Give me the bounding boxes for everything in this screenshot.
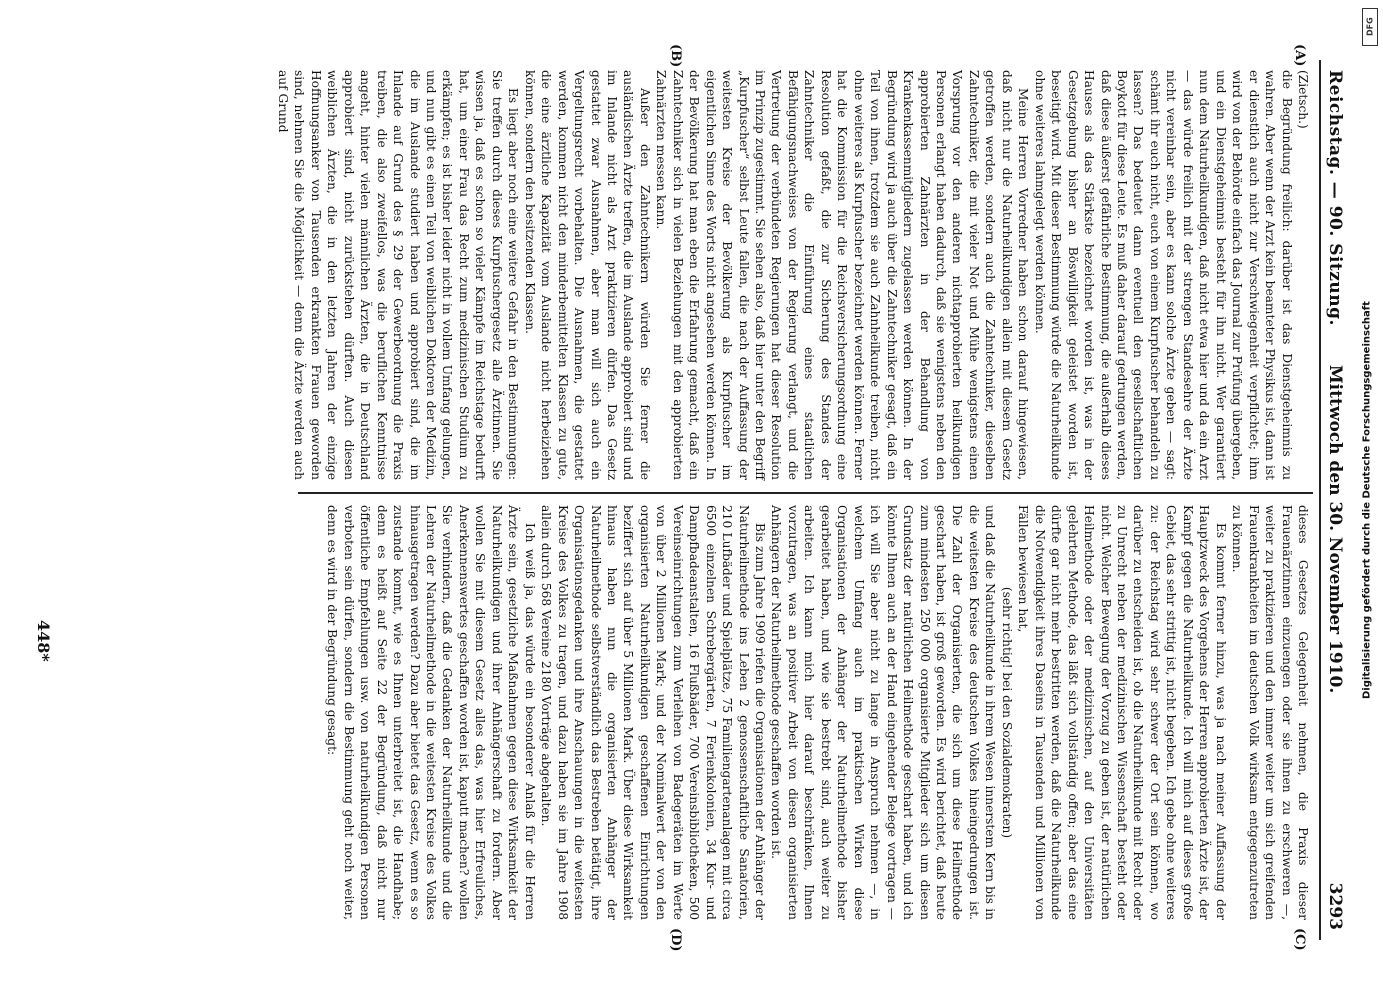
marker-d: (D): [668, 928, 683, 952]
page-number: 3293: [1325, 882, 1345, 930]
left-column: [275, 70, 1311, 481]
dfg-logo: DFG: [1362, 8, 1378, 46]
paragraph: und daß die Naturheilkunde in ihrem Wesen innerstem Kern bis in die weitesten Kreise des deutschen Volkes hineingedrungen ist. Die Zahl der Organisierten, die sich um diese Heilmethode geschart haben, ist groß geworden. Es wird berichtet, daß heute zum mindesten 250 000 organisierte Mitglieder sich um diesen Grundsatz der natürlichen Heilmethode geschart haben, und ich könnte Ihnen auch an der Hand eingehender Belege vortragen — ich will Sie aber nicht zu lange in Anspruch nehmen —, in welchem Umfang auch im praktischen Wirken diese Organisationen der Anhänger der Naturheilmethode bisher gearbeitet haben, und wie sie bestrebt sind, auch weiter zu arbeiten. Ich kann mich hier darauf beschränken, Ihnen vorzutragen, was an positiver Arbeit von diesen organisierten Anhängern der Naturheilmethode geschaffen worden ist.: [769, 505, 998, 920]
paragraph: dieses Gesetzes Gelegenheit nehmen, die Praxis dieser Frauenärztinnen einzuengen oder sie ihnen zu erschweren —, weiter zu praktizieren und den immer weiter um sich greifenden Frauenkrankheiten im deutschen Volk wirksam entgegenzutreten zu können.: [1230, 505, 1310, 920]
header-date: Mittwoch den 30. November 1910.: [1325, 364, 1345, 694]
header-date-and-page: [1325, 365, 1345, 930]
column-divider: [298, 492, 1313, 494]
paragraph: Es liegt aber noch eine weitere Gefahr in den Bestimmungen: Sie treffen durch dieses Kurpfuschergesetz alle Ärztinnen. Sie wissen ja, daß es schon so vieler Kämpfe im Reichstage bedurft hat, um einer Frau das Recht zum medizinischen Studium zu erkämpfen; es ist bisher leider nicht in vollem Umfang gelungen, und nun gibt es einen Teil von weiblichen Doktoren der Medizin, die im Auslande studiert haben und approbiert sind, die im Inlande auf Grund des § 29 der Gewerbeordnung die Praxis treiben, die also zweifellos, was die beruflichen Kenntnisse angeht, hinter vielen männlichen Ärzten, die in Deutschland approbiert sind, nicht zurückstehen dürften. Auch diesen weiblichen Ärzten, die in den letzten Jahren der einzige Hoffnungsanker von Tausenden erkrankten Frauen geworden sind, nehmen Sie die Möglichkeit — denn die Ärzte werden auch auf Grund: [275, 70, 521, 480]
header-session: Reichstag. — 90. Sitzung.: [1325, 70, 1345, 326]
marker-b: (B): [668, 44, 683, 68]
speaker-note: (Zietsch.): [1296, 70, 1310, 129]
paragraph: Bis zum Jahre 1909 riefen die Organisationen der Anhänger der Naturheilmethode ins Leben 2 genossenschaftliche Sanatorien, 210 Lufbäder und Spielplätze, 75 Familiengartenanlagen mit circa 6500 einzelnen Schrebergärten, 7 Ferienkolonien, 34 Kur- und Dampfbadeanstalten, 16 Flußbäder, 700 Vereinsbibliotheken, 500 Vereinseinrichtungen zum Verleihen von Badegeräten im Werte von über 2 Millionen Mark; und der Nominalwert der von den organisierten Naturheilkundigen geschaffenen Einrichtungen beziffert sich auf über 5 Millionen Mark. Über diese Wirksamkeit hinaus haben nun die organisierten Anhänger der Naturheilmethode selbstverständlich das Bestreben betätigt, ihre Organisationsgedanken und ihre Anschauungen in die weitesten Kreise des Volkes zu tragen, und dazu haben sie im Jahre 1908 allein durch 568 Vereine 2180 Vorträge abgehalten.: [539, 505, 768, 920]
paragraph: Außer den Zahntechnikern würden Sie ferner die ausländischen Ärzte treffen, die im Auslande approbiert sind und im Inlande nicht als Arzt praktizieren dürfen. Das Gesetz gestattet zwar Ausnahmen, aber man will sich auch ein Vergeltungsrecht vorbehalten. Die Ausnahmen, die gestattet werden, kommen nicht den minderbemittelten Klassen zu gute, die eine ärztliche Kapazität vom Auslande nicht herbeiziehen können, sondern den besitzenden Klassen.: [522, 70, 652, 480]
paragraph: Es kommt ferner hinzu, was ja nach meiner Auffassung der Hauptzweck des Vorgehens der Herren approbierten Ärzte ist, der Kampf gegen die Naturheilkunde. Ich will mich auf dieses große Gebiet, das sehr strittig ist, nicht begeben. Ich gebe ohne weiteres zu: der Reichstag wird sehr schwer der Ort sein können, wo darüber zu entscheiden ist, ob die Naturheilkunde mit Recht oder zu Unrecht neben der medizinischen Wissenschaft besteht oder nicht. Welcher Bewegung der Vorzug zu geben ist, der natürlichen Heilmethode oder der medizinischen, auf den Universitäten gelehrten Methode, das läßt sich vollständig offen; aber das eine dürfte gar nicht mehr bestritten werden, daß die Naturheilkunde die Notwendigkeit ihres Daseins in Tausenden und Millionen von Fällen bewiesen hat,: [1016, 505, 1228, 920]
digitization-credit: Digitalisierung gefördert durch die Deutsche Forschungsgemeinschaft: [1361, 301, 1373, 699]
right-column: [291, 505, 1311, 920]
interjection: (sehr richtig! bei den Sozialdemokraten): [999, 586, 1014, 839]
paragraph: die Begründung freilich: darüber ist das Dienstgeheimnis zu wahren. Aber wenn der Arzt kein beamteter Physikus ist, dann ist er dienstlich auch nicht zur Verschwiegenheit verpflichtet; ihm wird von der Behörde einfach das Journal zur Prüfung übergeben, und ein Dienstgeheimnis besteht für ihn nicht. Wer garantiert nun dem Naturheilkundigen, daß nicht etwa hier und da ein Arzt — das würde freilich mit der strengen Standesehre der Ärzte nicht vereinbar sein, aber es kann solche Ärzte geben — sagt: schämt ihr euch nicht, euch von einem Kurpfuscher behandeln zu lassen? Das bedeutet dann eventuell den gesellschaftlichen Boykott für diese Leute. Es muß daher darauf gedrungen werden, daß diese äußerst gefährliche Bestimmung, die außerhalb dieses Hauses als das Stärkste bezeichnet worden ist, was in der Gesetzgebung bisher an Böswilligkeit geleistet worden ist, beseitigt wird. Mit dieser Bestimmung würde die Naturheilkunde ohne weiteres lahmgelegt werden können.: [1032, 70, 1294, 481]
paragraph: Meine Herren Vorredner haben schon darauf hingewiesen, daß nicht nur die Naturheilkundigen allein mit diesem Gesetz getroffen werden, sondern auch die Zahntechniker, dieselben Zahntechniker, die mit vieler Not und Mühe wenigstens einen Vorsprung vor den anderen nichtapprobierten heilkundigen Personen erlangt haben dadurch, daß sie wenigstens neben den approbierten Zahnärzten in der Behandlung von Krankenkassenmitgliedern zugelassen werden können. In der Begründung wird ja auch über die Zahntechniker gesagt, daß ein Teil von ihnen, trotzdem sie auch Zahnheilkunde treiben, nicht ohne weiteres als Kurpfuscher bezeichnet werden können. Ferner hat die Kommission für die Reichsversicherungsordnung eine Resolution gefaßt, die zur Sicherung des Standes der Zahntechniker die Einführung eines staatlichen Befähigungsnachweises von der Regierung verlangt, und die Vertretung der verbündeten Regierungen hat dieser Resolution im Prinzip zugestimmt. Sie sehen also, daß hier unter den Begriff „Kurpfuscher“ selbst Leute fallen, die nach der Auffassung der weitesten Kreise der Bevölkerung als Kurpfuscher im eigentlichen Sinne des Worts nicht angesehen werden können. In der Bevölkerung hat man eben die Erfahrung gemacht, daß ein Zahntechniker sich in vielen Beziehungen mit den approbierten Zahnärzten messen kann.: [654, 70, 1031, 480]
page-header: [1317, 70, 1353, 930]
footer-page-mark: 448*: [34, 620, 53, 662]
marker-c: (C): [1292, 928, 1307, 951]
marker-a: (A): [1292, 44, 1307, 67]
paragraph: Ich weiß ja, das würde ein besonderer Anlaß für die Herren Ärzte sein, gesetzliche Maßnahmen gegen diese Wirksamkeit der Naturheilkundigen und ihrer Anhängerschaft zu fordern. Aber wollen Sie mit diesem Gesetz alles das, was hier Erfreuliches, Anerkennenswertes geschaffen worden ist, kaputt machen? wollen Sie verhindern, daß die Gedanken der Naturheilkunde und die Lehren der Naturheilmethode in die weitesten Kreise des Volkes hinausgetragen werden? Dazu aber bietet das Gesetz, wenn es so zustande kommt, wie es Ihnen unterbreitet ist, die Handhabe; denn es heißt auf Seite 22 der Begründung, daß nicht nur öffentliche Empfehlungen usw. von naturheilkundigen Personen verboten sein dürfen, sondern die Bestimmung geht noch weiter, denn es wird in der Begründung gesagt:: [325, 505, 537, 920]
header-rule: [1319, 60, 1321, 940]
